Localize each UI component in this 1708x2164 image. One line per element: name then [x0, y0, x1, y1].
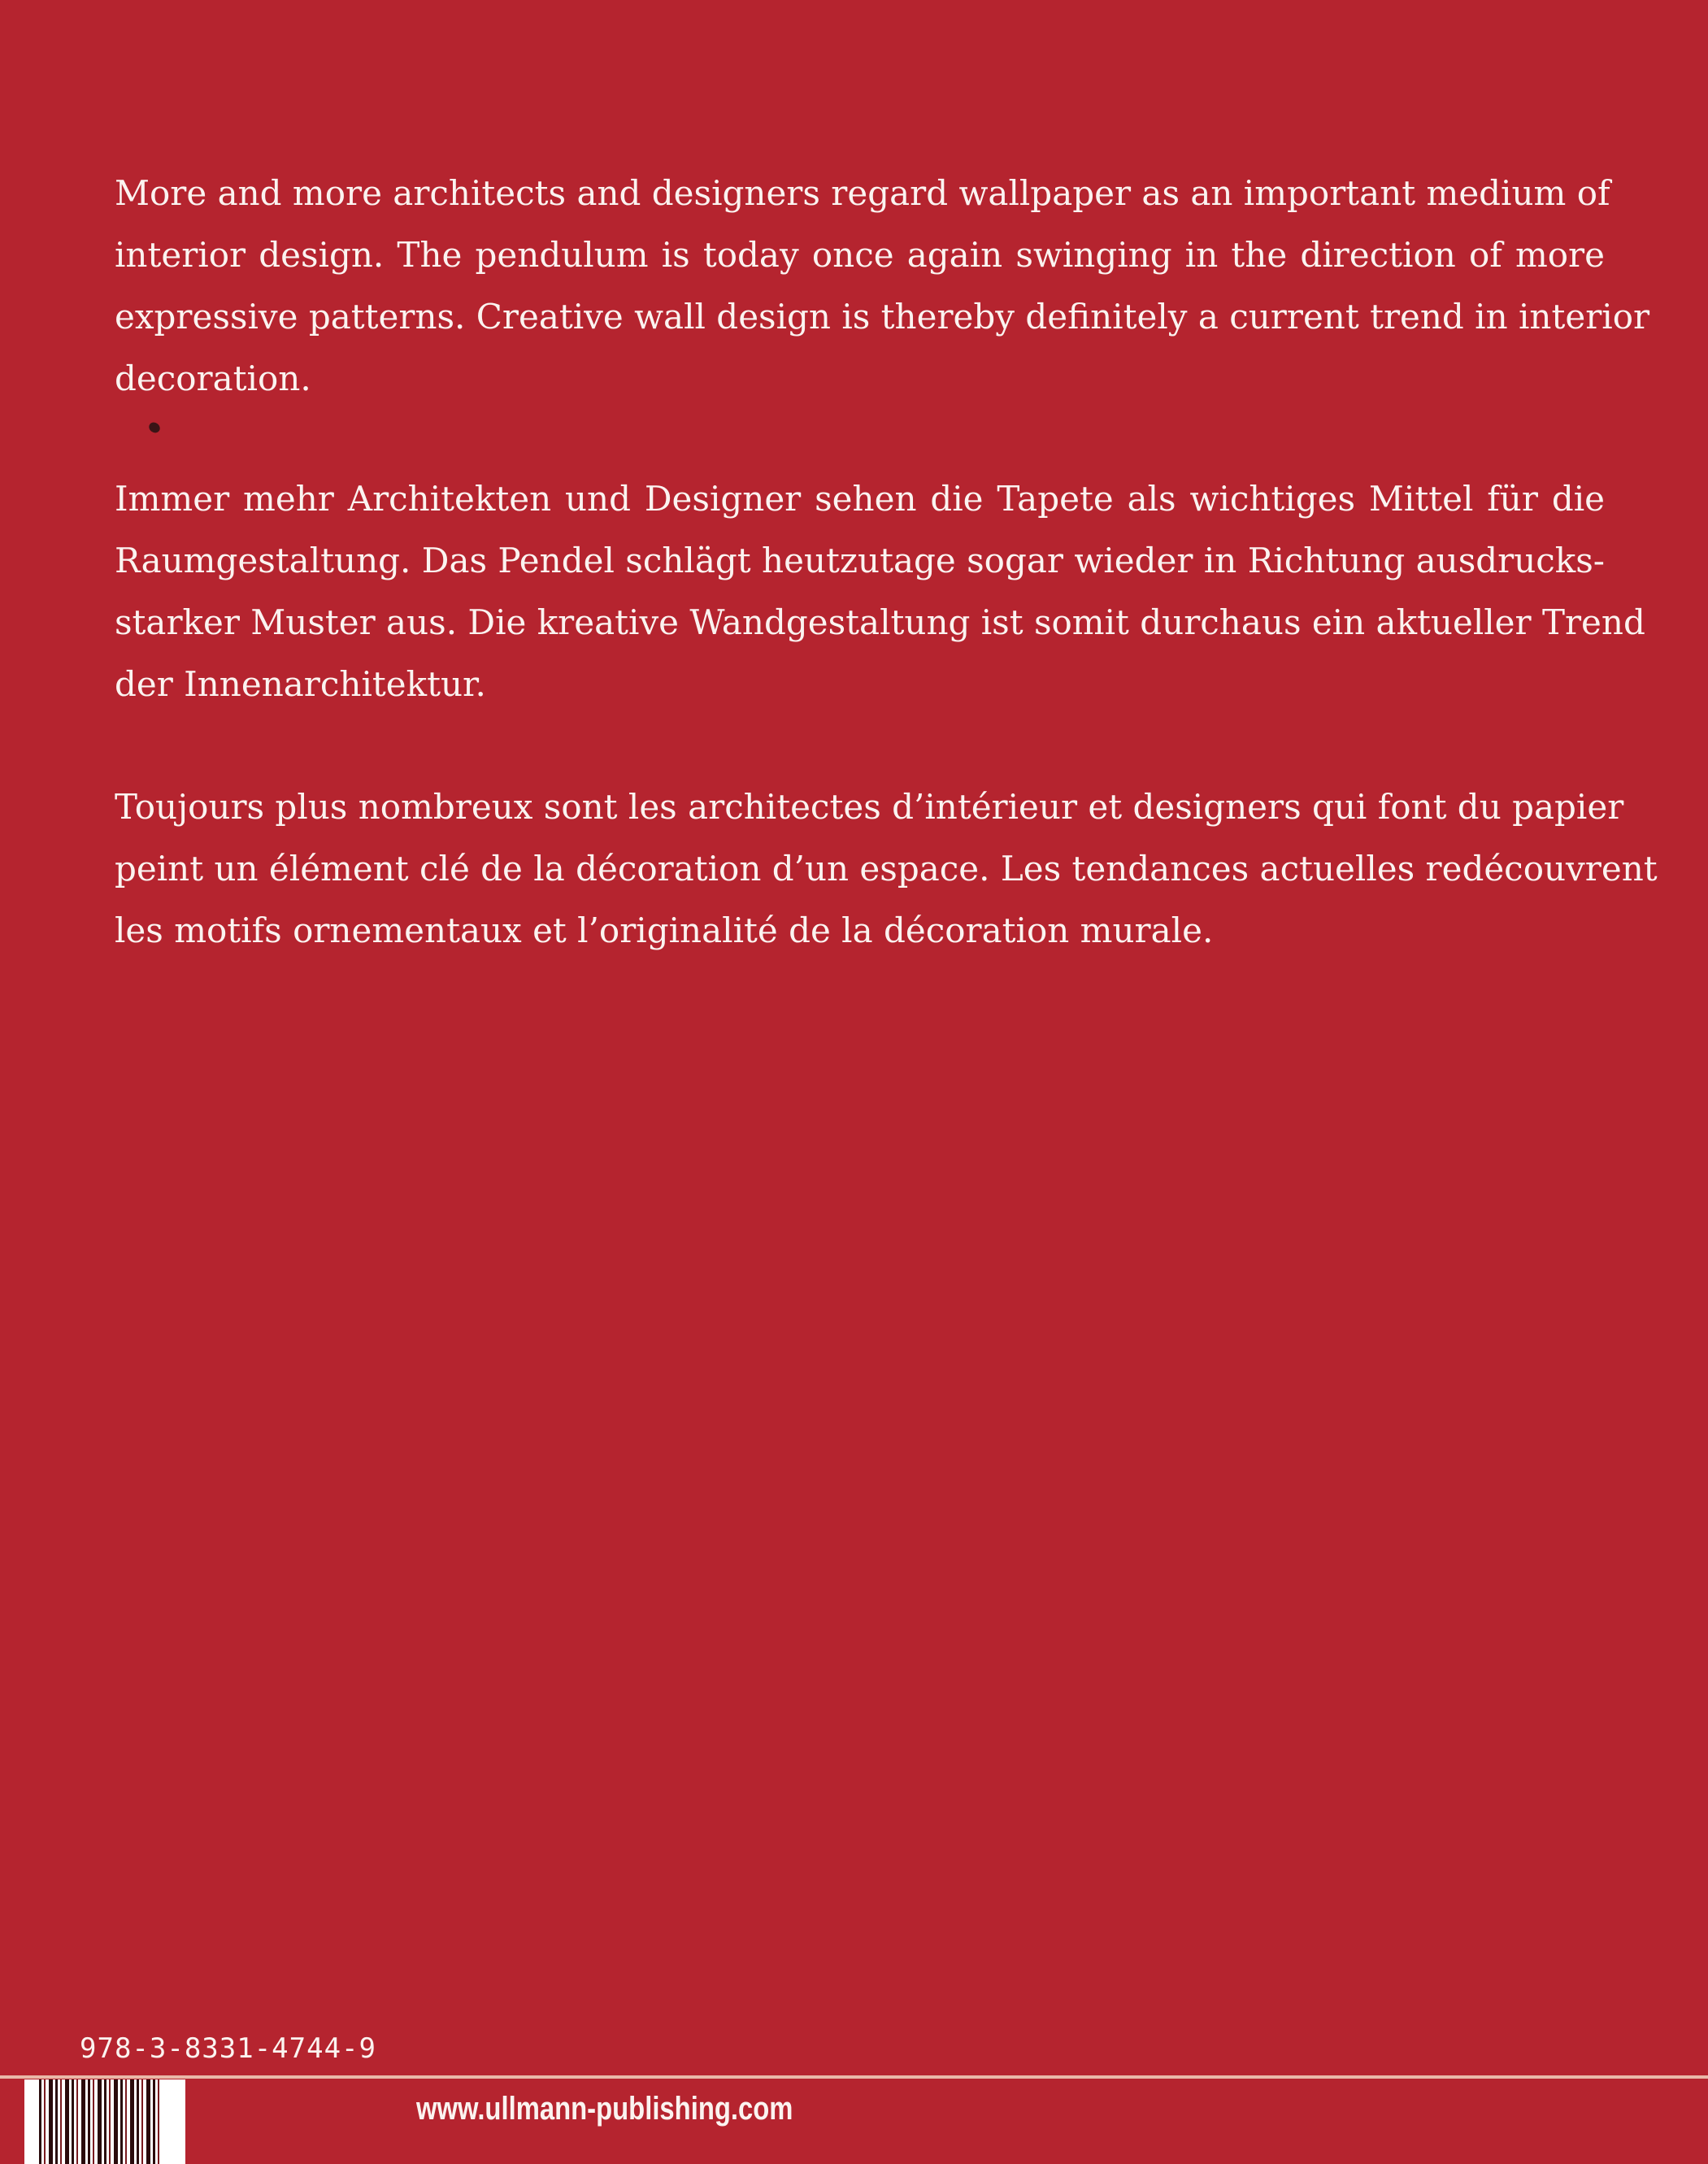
text-line: der Innenarchitektur. [115, 664, 486, 704]
text-line: More and more architects and designers regard wallpaper as an important medium of [115, 173, 1610, 213]
isbn-number: 978-3-8331-4744-9 [80, 2032, 376, 2065]
french-description [115, 776, 1658, 962]
text-line: Toujours plus nombreux sont les architectes d’intérieur et designers qui font du papier [115, 787, 1624, 827]
text-line: les motifs ornementaux et l’originalité de la décoration murale. [115, 910, 1214, 950]
text-line: peint un élément clé de la décoration d’un espace. Les tendances actuelles redécouvrent [115, 849, 1658, 889]
divider-line [0, 2075, 1708, 2079]
text-line: expressive patterns. Creative wall design is thereby definitely a current trend in interior [115, 297, 1650, 337]
text-line: Raumgestaltung. Das Pendel schlägt heutzutage sogar wieder in Richtung ausdrucks- [115, 541, 1605, 580]
publisher-url[interactable]: www.ullmann-publishing.com [416, 2091, 793, 2127]
text-line: starker Muster aus. Die kreative Wandgestaltung ist somit durchaus ein aktueller Trend [115, 602, 1645, 642]
barcode [24, 2079, 185, 2164]
german-description [115, 468, 1645, 715]
text-line: Immer mehr Architekten und Designer sehen die Tapete als wichtiges Mittel für die [115, 479, 1605, 519]
print-speck [147, 420, 162, 435]
text-line: decoration. [115, 358, 311, 398]
barcode-bars [39, 2079, 161, 2164]
english-description [115, 163, 1650, 410]
text-line: interior design. The pendulum is today once again swinging in the direction of more [115, 235, 1605, 275]
